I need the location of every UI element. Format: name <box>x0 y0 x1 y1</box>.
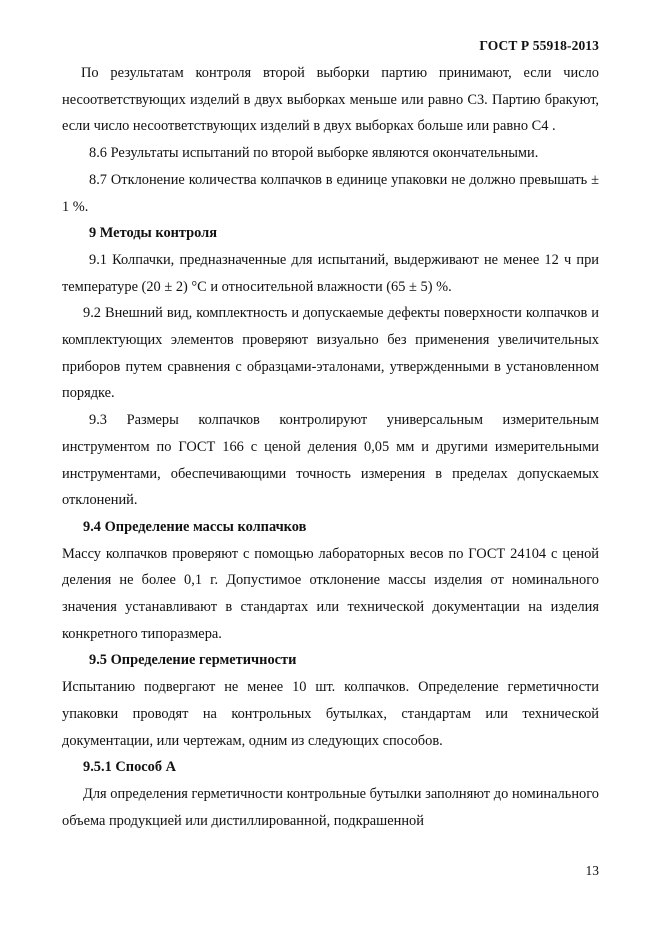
paragraph-9-3: 9.3 Размеры колпачков контролируют универсальным измерительным инструментом по ГОСТ 166 с ценой деления 0,05 мм и другими измерительными инструментами, обеспечивающими точность измерения в пределах допускаемых отклонений. <box>62 412 599 509</box>
paragraph-method-a: Для определения герметичности контрольные бутылки заполняют до номинального объема продукцией или дистиллированной, подкрашенной <box>62 785 599 829</box>
document-code-header: ГОСТ Р 55918-2013 <box>479 38 599 53</box>
heading-9-4-mass: 9.4 Определение массы колпачков <box>83 518 307 535</box>
paragraph-9-1: 9.1 Колпачки, предназначенные для испытаний, выдерживают не менее 12 ч при температуре (20 ± 2) °С и относительной влажности (65 ± 5) %. <box>62 251 599 295</box>
page-number: 13 <box>585 863 599 878</box>
paragraph-mass-check: Массу колпачков проверяют с помощью лабораторных весов по ГОСТ 24104 с ценой деления не более 0,1 г. Допустимое отклонение массы изделия от номинального значения устанавливают в стандартах или технической документации на изделия конкретного типоразмера. <box>62 545 599 642</box>
document-body <box>62 60 599 834</box>
paragraph-8-7: 8.7 Отклонение количества колпачков в единице упаковки не должно превышать ± 1 %. <box>62 171 599 215</box>
paragraph-tightness-test: Испытанию подвергают не менее 10 шт. колпачков. Определение герметичности упаковки проводят на контрольных бутылках, стандартам или технической документации, или чертежам, одним из следующих способов. <box>62 679 599 749</box>
heading-9-5-tightness: 9.5 Определение герметичности <box>89 652 297 669</box>
heading-9-control-methods: 9 Методы контроля <box>89 225 218 242</box>
paragraph-9-2: 9.2 Внешний вид, комплектность и допускаемые дефекты поверхности колпачков и комплектующих элементов проверяют визуально без применения увеличительных приборов путем сравнения с образцами-эталонами, утвержденными в установленном порядке. <box>62 305 599 402</box>
paragraph-acceptance-second-sample: По результатам контроля второй выборки партию принимают, если число несоответствующих изделий в двух выборках меньше или равно С3. Партию бракуют, если число несоответствующих изделий в двух выборках больше или равно С4 . <box>62 65 599 135</box>
paragraph-8-6: 8.6 Результаты испытаний по второй выборке являются окончательными. <box>89 145 539 162</box>
heading-9-5-1-method-a: 9.5.1 Способ А <box>83 759 177 776</box>
